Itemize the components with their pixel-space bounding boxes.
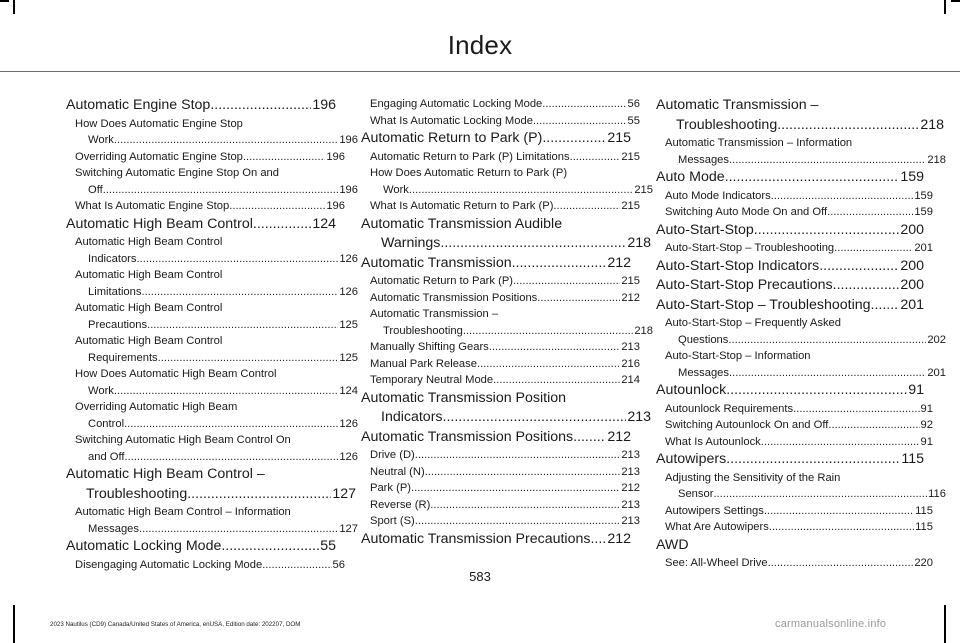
- entry-label: What Is Autounlock: [665, 435, 761, 448]
- entry-page-number: 196: [339, 134, 358, 146]
- dot-leader: [713, 486, 927, 503]
- index-subentry: [361, 165, 640, 182]
- entry-label: Automatic Return to Park (P): [370, 275, 514, 287]
- index-subentry: [66, 198, 345, 215]
- entry-page-number: 213: [627, 409, 651, 425]
- index-subentry: [66, 132, 358, 149]
- index-subentry: [66, 317, 358, 334]
- dot-leader: [103, 182, 339, 199]
- crop-mark-top-right-vertical: [944, 0, 946, 14]
- index-entry: [66, 96, 336, 116]
- dot-leader: [141, 284, 338, 301]
- dot-leader: [125, 449, 339, 466]
- dot-leader: [114, 383, 338, 400]
- index-entry: [361, 254, 631, 274]
- dot-leader: [769, 519, 914, 536]
- entry-page-number: 215: [621, 275, 640, 287]
- entry-label: Troubleshooting: [676, 116, 778, 133]
- index-subentry: [66, 182, 358, 199]
- entry-label: Auto-Start-Stop – Frequently Asked: [665, 317, 841, 329]
- entry-page-number: 159: [914, 189, 933, 202]
- index-subentry: [66, 234, 345, 251]
- entry-label: What Is Automatic Return to Park (P): [370, 200, 554, 212]
- entry-label: Auto-Start-Stop Indicators: [656, 257, 820, 274]
- index-entry: [656, 381, 924, 401]
- entry-label: Switching Automatic Engine Stop On and: [75, 167, 279, 179]
- dot-leader: [415, 447, 621, 464]
- entry-label: How Does Automatic High Beam Control: [75, 368, 277, 380]
- index-subentry: [656, 486, 946, 503]
- entry-label: Troubleshooting: [86, 485, 188, 502]
- entry-label: Automatic High Beam Control: [75, 335, 223, 347]
- index-subentry: [656, 519, 933, 536]
- index-subentry: [656, 152, 946, 169]
- dot-leader: [777, 116, 919, 136]
- entry-label: Automatic Transmission –: [656, 97, 819, 113]
- index-subentry: [66, 116, 345, 133]
- entry-label: Automatic High Beam Control: [75, 236, 223, 248]
- entry-label: What Is Automatic Engine Stop: [75, 200, 230, 212]
- index-subentry: [66, 432, 345, 449]
- entry-page-number: 215: [607, 130, 631, 146]
- dot-leader: [114, 132, 338, 149]
- entry-page-number: 212: [621, 291, 640, 304]
- entry-label: Autowipers: [656, 451, 727, 467]
- entry-page-number: 196: [326, 200, 345, 212]
- index-subentry: [361, 356, 640, 373]
- index-entry: [656, 450, 924, 470]
- index-column-3: [656, 96, 946, 572]
- index-entry: [66, 537, 336, 557]
- index-column-2: [361, 96, 653, 549]
- index-entry: [361, 129, 631, 149]
- entry-page-number: 126: [339, 450, 358, 463]
- entry-label: Automatic Transmission Position: [361, 389, 567, 406]
- entry-page-number: 55: [320, 538, 336, 554]
- index-subentry: [66, 350, 358, 367]
- index-subentry: [361, 464, 640, 481]
- index-subentry: [656, 348, 933, 365]
- entry-label: How Does Automatic Engine Stop: [75, 117, 243, 130]
- entry-label: Automatic Transmission Precautions: [361, 530, 591, 547]
- index-entry: [656, 276, 924, 296]
- index-subentry: [656, 470, 933, 487]
- entry-page-number: 215: [621, 200, 640, 212]
- entry-label: Automatic High Beam Control – Information: [75, 506, 291, 518]
- entry-page-number: 56: [332, 558, 345, 571]
- dot-leader: [729, 365, 926, 382]
- index-entry: [66, 215, 336, 235]
- entry-label: Overriding Automatic High Beam: [75, 401, 238, 413]
- index-entry: [656, 296, 924, 316]
- entry-label: Work: [383, 183, 409, 196]
- index-entry: [66, 465, 336, 485]
- entry-page-number: 126: [339, 417, 358, 430]
- entry-page-number: 213: [621, 465, 640, 478]
- entry-page-number: 56: [627, 98, 640, 110]
- index-subentry: [361, 480, 640, 497]
- dot-leader: [819, 257, 899, 277]
- index-subentry: [361, 513, 640, 530]
- dot-leader: [871, 296, 900, 316]
- header-divider: [0, 71, 960, 72]
- entry-label: Switching Auto Mode On and Off: [665, 206, 828, 218]
- entry-label: Control: [88, 417, 125, 430]
- index-subentry: [66, 504, 345, 521]
- entry-page-number: 115: [901, 451, 924, 467]
- entry-page-number: 92: [920, 419, 933, 431]
- entry-label: Automatic Transmission – Information: [665, 137, 853, 149]
- dot-leader: [124, 416, 338, 433]
- entry-label: Automatic Transmission Positions: [361, 428, 574, 445]
- entry-label: Auto-Start-Stop Precautions: [656, 277, 833, 293]
- entry-page-number: 124: [312, 215, 336, 232]
- page-number: 583: [469, 569, 491, 584]
- entry-label: Automatic High Beam Control: [66, 215, 253, 232]
- entry-page-number: 200: [900, 257, 924, 274]
- entry-page-number: 124: [339, 384, 358, 397]
- entry-page-number: 212: [607, 428, 631, 445]
- entry-label: Automatic High Beam Control: [75, 302, 223, 314]
- dot-leader: [590, 530, 606, 550]
- entry-label: Auto-Start-Stop – Information: [665, 350, 811, 362]
- index-subentry: [361, 182, 653, 199]
- entry-label: Precautions: [88, 318, 148, 331]
- entry-label: Requirements: [88, 351, 158, 364]
- entry-label: Indicators: [381, 409, 443, 425]
- index-subentry: [361, 306, 640, 323]
- entry-page-number: 91: [908, 382, 924, 398]
- index-subentry: [66, 416, 358, 433]
- dot-leader: [493, 372, 620, 389]
- entry-label: Switching Autounlock On and Off: [665, 419, 829, 431]
- index-subentry: [66, 300, 345, 317]
- entry-label: Automatic Transmission Audible: [361, 215, 563, 232]
- dot-leader: [542, 129, 606, 149]
- index-subentry: [361, 323, 653, 340]
- index-subentry: [656, 204, 933, 221]
- dot-leader: [489, 339, 621, 356]
- entry-label: Auto Mode Indicators: [665, 189, 771, 202]
- entry-label: Automatic Locking Mode: [66, 538, 222, 554]
- entry-page-number: 202: [927, 333, 946, 346]
- entry-page-number: 115: [915, 521, 933, 533]
- edition-footer: 2023 Nautilus (CD9) Canada/United States of America, enUSA, Edition date: 202207, DOM: [50, 621, 301, 628]
- entry-page-number: 212: [607, 254, 631, 271]
- dot-leader: [440, 234, 626, 254]
- entry-label: What Is Automatic Locking Mode: [370, 114, 533, 127]
- entry-page-number: 55: [627, 114, 640, 127]
- entry-page-number: 215: [634, 183, 653, 196]
- index-entry: [361, 234, 651, 254]
- entry-label: Automatic Return to Park (P) Limitations: [370, 150, 570, 163]
- index-entry: [656, 257, 924, 277]
- entry-page-number: 213: [621, 498, 640, 511]
- index-entry: [656, 168, 924, 188]
- entry-label: Automatic Transmission: [361, 254, 512, 271]
- entry-label: Messages: [678, 366, 729, 379]
- entry-page-number: 200: [900, 221, 924, 238]
- entry-page-number: 91: [920, 435, 933, 448]
- entry-label: Autowipers Settings: [665, 504, 764, 517]
- entry-label: Automatic Engine Stop: [66, 97, 211, 113]
- entry-page-number: 213: [621, 515, 640, 527]
- entry-label: Manual Park Release: [370, 357, 477, 370]
- index-entry: [656, 116, 944, 136]
- dot-leader: [834, 240, 913, 257]
- dot-leader: [754, 221, 900, 241]
- dot-leader: [828, 417, 919, 434]
- entry-page-number: 200: [900, 277, 924, 293]
- entry-label: Work: [88, 134, 114, 146]
- dot-leader: [512, 254, 607, 274]
- index-column-1: [66, 96, 358, 573]
- dot-leader: [430, 497, 620, 514]
- index-subentry: [66, 366, 345, 383]
- entry-label: Temporary Neutral Mode: [370, 374, 494, 386]
- index-subentry: [66, 149, 345, 166]
- entry-label: Switching Automatic High Beam Control On: [75, 434, 291, 446]
- entry-page-number: 91: [920, 402, 933, 415]
- entry-label: Sensor: [678, 488, 714, 500]
- dot-leader: [728, 332, 926, 349]
- index-subentry: [656, 135, 933, 152]
- entry-page-number: 196: [312, 97, 336, 113]
- entry-label: How Does Automatic Return to Park (P): [370, 167, 568, 179]
- entry-label: Park (P): [370, 482, 412, 494]
- entry-page-number: 218: [920, 116, 944, 133]
- entry-label: Questions: [678, 333, 729, 346]
- dot-leader: [210, 96, 311, 116]
- index-subentry: [66, 521, 358, 538]
- index-subentry: [361, 96, 640, 113]
- entry-page-number: 212: [607, 530, 631, 547]
- entry-label: Automatic Transmission Positions: [370, 291, 538, 304]
- index-subentry: [656, 434, 933, 451]
- entry-label: Automatic Transmission –: [370, 308, 499, 320]
- entry-page-number: 196: [326, 150, 345, 163]
- index-entry: [656, 221, 924, 241]
- entry-label: Automatic Return to Park (P): [361, 130, 543, 146]
- crop-mark-top-left-vertical: [13, 0, 15, 14]
- index-subentry: [656, 417, 933, 434]
- entry-page-number: 115: [915, 504, 933, 517]
- entry-page-number: 218: [627, 235, 651, 251]
- dot-leader: [726, 450, 900, 470]
- entry-label: Reverse (R): [370, 498, 431, 511]
- dot-leader: [570, 149, 621, 166]
- entry-page-number: 201: [900, 296, 924, 313]
- dot-leader: [537, 290, 620, 307]
- dot-leader: [443, 408, 627, 428]
- index-subentry: [66, 284, 358, 301]
- entry-page-number: 127: [339, 522, 358, 535]
- entry-label: Overriding Automatic Engine Stop: [75, 150, 243, 163]
- entry-label: Sport (S): [370, 515, 415, 527]
- entry-label: Work: [88, 384, 114, 397]
- entry-page-number: 218: [927, 153, 946, 166]
- entry-label: Messages: [88, 522, 139, 535]
- entry-page-number: 201: [927, 366, 946, 379]
- index-subentry: [361, 113, 640, 130]
- entry-label: Troubleshooting: [383, 324, 463, 337]
- index-subentry: [656, 332, 946, 349]
- index-subentry: [66, 449, 358, 466]
- entry-label: See: All-Wheel Drive: [665, 557, 768, 569]
- index-subentry: [66, 165, 345, 182]
- dot-leader: [158, 350, 339, 367]
- index-entry: [656, 536, 924, 556]
- index-entry: [656, 96, 924, 116]
- entry-label: Limitations: [88, 285, 142, 298]
- dot-leader: [463, 323, 634, 340]
- index-entry: [66, 485, 356, 505]
- entry-label: Engaging Automatic Locking Mode: [370, 98, 543, 110]
- dot-leader: [761, 434, 920, 451]
- entry-page-number: 126: [339, 285, 358, 298]
- entry-label: Drive (D): [370, 449, 415, 461]
- entry-label: Autounlock Requirements: [665, 402, 794, 415]
- entry-label: Auto-Start-Stop – Troubleshooting: [656, 296, 871, 313]
- entry-page-number: 213: [621, 449, 640, 461]
- entry-label: Automatic High Beam Control –: [66, 466, 265, 482]
- entry-page-number: 215: [621, 150, 640, 163]
- entry-label: Warnings: [381, 235, 441, 251]
- dot-leader: [137, 251, 339, 268]
- index-subentry: [361, 497, 640, 514]
- crop-mark-top-left-horizontal: [0, 0, 9, 2]
- dot-leader: [793, 401, 919, 418]
- dot-leader: [827, 204, 913, 221]
- entry-page-number: 196: [339, 183, 358, 196]
- index-subentry: [656, 401, 933, 418]
- dot-leader: [477, 356, 620, 373]
- index-subentry: [361, 149, 640, 166]
- dot-leader: [229, 198, 325, 215]
- index-subentry: [66, 399, 345, 416]
- dot-leader: [553, 198, 620, 215]
- index-subentry: [361, 372, 640, 389]
- dot-leader: [725, 168, 900, 188]
- index-subentry: [66, 383, 358, 400]
- dot-leader: [221, 537, 319, 557]
- entry-page-number: 159: [914, 206, 933, 218]
- dot-leader: [147, 317, 338, 334]
- entry-page-number: 220: [914, 557, 933, 569]
- dot-leader: [187, 485, 331, 505]
- entry-label: What Are Autowipers: [665, 521, 769, 533]
- dot-leader: [139, 521, 338, 538]
- entry-page-number: 212: [621, 482, 640, 494]
- entry-label: Automatic High Beam Control: [75, 269, 223, 281]
- index-subentry: [656, 240, 933, 257]
- index-entry: [361, 215, 631, 235]
- watermark: carmanualsonline.info: [775, 618, 887, 630]
- entry-label: Disengaging Automatic Locking Mode: [75, 558, 263, 571]
- index-entry: [361, 530, 631, 550]
- index-subentry: [66, 333, 345, 350]
- dot-leader: [243, 149, 325, 166]
- entry-page-number: 125: [339, 318, 358, 331]
- dot-leader: [533, 113, 627, 130]
- entry-label: Off: [88, 183, 103, 196]
- entry-label: Manually Shifting Gears: [370, 341, 489, 353]
- entry-page-number: 201: [914, 242, 933, 254]
- entry-label: Autounlock: [656, 382, 727, 398]
- dot-leader: [833, 276, 900, 296]
- entry-label: Auto Mode: [656, 169, 725, 185]
- page-title: Index: [447, 30, 513, 60]
- crop-mark-bottom-right-vertical: [944, 605, 946, 643]
- dot-leader: [764, 503, 914, 520]
- dot-leader: [415, 513, 621, 530]
- entry-page-number: 126: [339, 252, 358, 265]
- entry-label: Messages: [678, 153, 729, 166]
- entry-page-number: 213: [621, 341, 640, 353]
- entry-page-number: 159: [900, 169, 924, 185]
- index-entry: [361, 408, 651, 428]
- dot-leader: [729, 152, 926, 169]
- entry-page-number: 116: [928, 488, 946, 500]
- entry-page-number: 218: [634, 324, 653, 337]
- entry-label: Neutral (N): [370, 465, 425, 478]
- entry-label: Indicators: [88, 252, 137, 265]
- entry-label: and Off: [88, 450, 125, 463]
- dot-leader: [513, 273, 620, 290]
- index-subentry: [656, 188, 933, 205]
- entry-page-number: 127: [332, 485, 356, 502]
- crop-mark-bottom-left-vertical: [13, 605, 15, 643]
- index-subentry: [361, 273, 640, 290]
- entry-label: Auto-Start-Stop: [656, 221, 754, 238]
- dot-leader: [411, 480, 620, 497]
- dot-leader: [253, 215, 311, 235]
- index-subentry: [66, 267, 345, 284]
- entry-page-number: 216: [621, 357, 640, 370]
- index-subentry: [361, 290, 640, 307]
- entry-label: Auto-Start-Stop – Troubleshooting: [665, 242, 835, 254]
- crop-mark-top-right-horizontal: [951, 0, 960, 2]
- index-subentry: [656, 315, 933, 332]
- index-subentry: [361, 198, 640, 215]
- dot-leader: [425, 464, 621, 481]
- dot-leader: [771, 188, 914, 205]
- entry-page-number: 214: [621, 374, 640, 386]
- index-subentry: [66, 251, 358, 268]
- index-entry: [361, 389, 631, 409]
- index-subentry: [361, 447, 640, 464]
- entry-label: Adjusting the Sensitivity of the Rain: [665, 471, 841, 484]
- entry-label: AWD: [656, 536, 689, 553]
- dot-leader: [542, 96, 626, 113]
- index-entry: [361, 428, 631, 448]
- entry-page-number: 125: [339, 351, 358, 364]
- dot-leader: [409, 182, 633, 199]
- dot-leader: [726, 381, 907, 401]
- index-subentry: [361, 339, 640, 356]
- dot-leader: [573, 428, 606, 448]
- index-subentry: [656, 365, 946, 382]
- index-subentry: [656, 503, 933, 520]
